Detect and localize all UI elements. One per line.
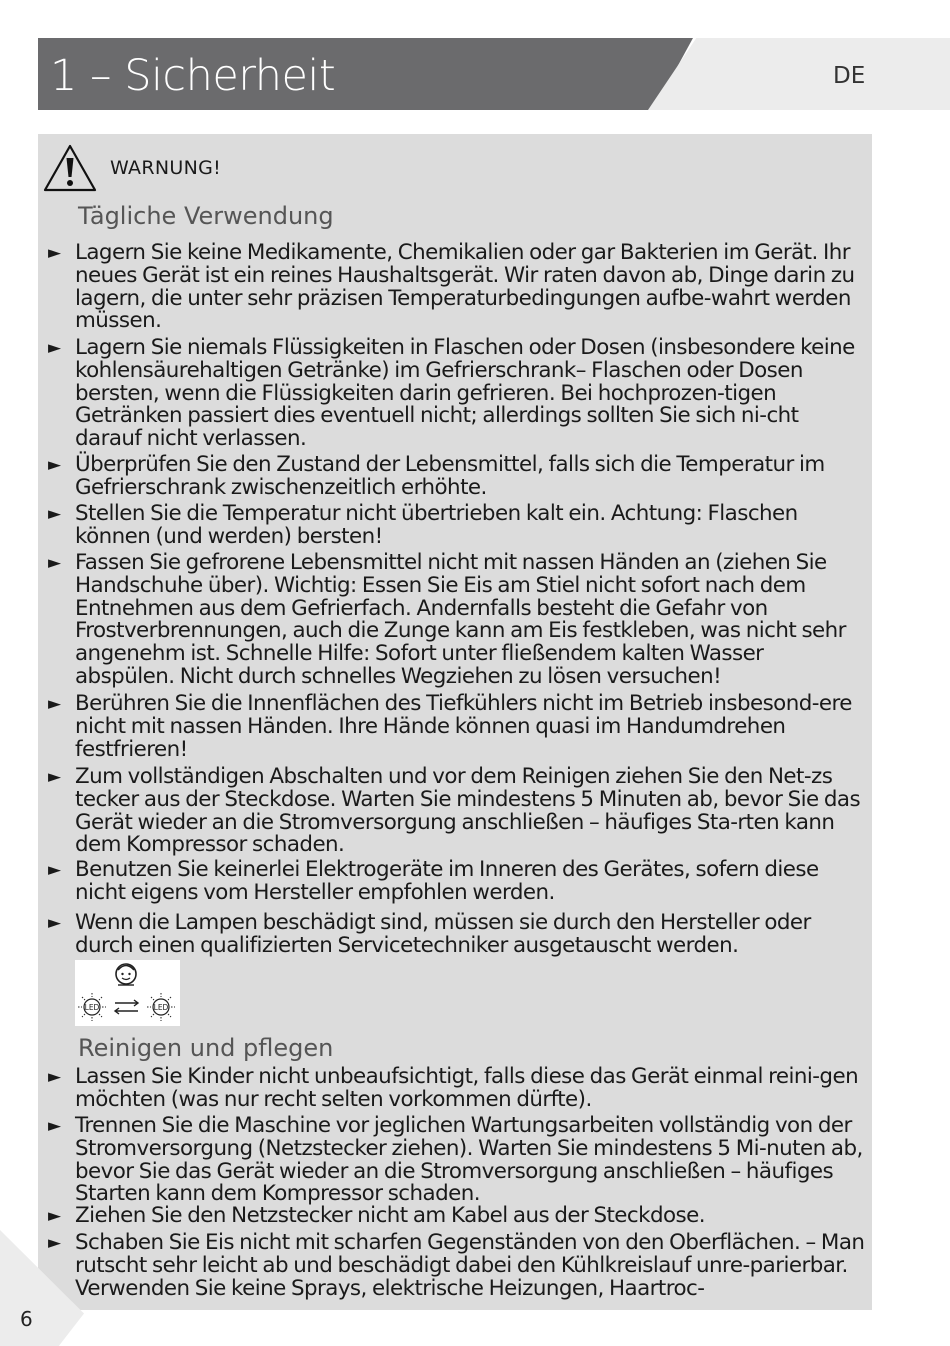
list-item xyxy=(46,859,868,905)
bullet-arrow-icon: ► xyxy=(48,338,62,358)
list-item-text: Benutzen Sie keinerlei Elektrogeräte im Inneren des Gerätes, sofern diese nicht eigens vom Hersteller empfohlen werden. xyxy=(75,857,819,905)
list-item-text: Ziehen Sie den Netzstecker nicht am Kabel aus der Steckdose. xyxy=(75,1203,705,1228)
bullet-arrow-icon: ► xyxy=(48,767,62,787)
list-item-text: Lagern Sie niemals Flüssigkeiten in Flaschen oder Dosen (insbesondere keine kohlensäurehaltigen Getränke) im Gefrierschrank– Flaschen oder Dosen bersten, wenn die Flüssigkeiten darin gefrieren. Bei hochprozen-tigen Getränken passiert dies eventuell nicht; allerdings sollten Sie sich ni-cht darauf nicht verlassen. xyxy=(75,335,855,452)
warning-row xyxy=(42,142,221,194)
bullet-arrow-icon: ► xyxy=(48,1067,62,1087)
language-tab xyxy=(648,38,950,110)
list-item xyxy=(46,242,868,333)
list-item xyxy=(46,552,868,689)
list-item-text: Lagern Sie keine Medikamente, Chemikalien oder gar Bakterien im Gerät. Ihr neues Gerät ist ein reines Haushaltsgerät. Wir raten davon ab, Dinge darin zu lagern, die unter sehr präzisen Temperaturbedingungen aufbe-wahrt werden müssen. xyxy=(75,240,855,334)
list-item xyxy=(46,912,868,958)
bullet-arrow-icon: ► xyxy=(48,1116,62,1136)
bullet-arrow-icon: ► xyxy=(48,1233,62,1253)
list-item xyxy=(46,1115,868,1206)
bullet-arrow-icon: ► xyxy=(48,860,62,880)
list-item xyxy=(46,1232,868,1300)
bullet-arrow-icon: ► xyxy=(48,553,62,573)
list-item-text: Zum vollständigen Abschalten und vor dem Reinigen ziehen Sie den Net-zs tecker aus der Steckdose. Warten Sie mindestens 5 Minuten ab, bevor Sie das Gerät wieder an die Stromversorgung anschließen – häufiges Sta-rten kann dem Kompressor schaden. xyxy=(75,764,861,858)
section-heading-daily-use: Tägliche Verwendung xyxy=(78,202,334,230)
list-item xyxy=(46,766,868,857)
list-item-text: Trennen Sie die Maschine vor jeglichen Wartungsarbeiten vollständig von der Stromversorgung (Netzstecker ziehen). Warten Sie mindestens 5 Mi-nuten ab, bevor Sie das Gerät wieder an die Stromversorgung anschließen – häufiges Starten kann dem Kompressor schaden. xyxy=(75,1113,863,1207)
technician-led-replace-icon xyxy=(75,960,180,1026)
list-item xyxy=(46,337,868,451)
bullet-arrow-icon: ► xyxy=(48,913,62,933)
list-item-text: Schaben Sie Eis nicht mit scharfen Gegenständen von den Oberflächen. – Man rutscht sehr leicht ab und beschädigt dabei den Kühlkreislauf unre-parierbar. Verwenden Sie keine Sprays, elektrische Heizungen, Haartroc- xyxy=(75,1230,865,1301)
warning-triangle-icon xyxy=(42,143,98,193)
bullet-arrow-icon: ► xyxy=(48,1206,62,1226)
led-right-label: LED xyxy=(153,1003,169,1012)
list-item-text: Stellen Sie die Temperatur nicht übertrieben kalt ein. Achtung: Flaschen können (und werden) bersten! xyxy=(75,501,798,549)
list-item-text: Fassen Sie gefrorene Lebensmittel nicht mit nassen Händen an (ziehen Sie Handschuhe über). Wichtig: Essen Sie Eis am Stiel nicht sofort nach dem Entnehmen aus dem Gefrierfach. Andernfalls besteht die Gefahr von Frostverbrennungen, auch die Zunge kann am Eis festkleben, was nicht sehr angenehm ist. Schnelle Hilfe: Sofort unter fließendem kalten Wasser abspülen. Nicht durch schnelles Wegziehen zu lösen versuchen! xyxy=(75,550,846,689)
list-item-text: Wenn die Lampen beschädigt sind, müssen sie durch den Hersteller oder durch einen qualifizierten Servicetechniker ausgetauscht werden. xyxy=(75,910,811,958)
page-number: 6 xyxy=(20,1307,33,1331)
language-label: DE xyxy=(833,63,866,89)
section-heading-cleaning: Reinigen und pflegen xyxy=(78,1034,334,1062)
list-item xyxy=(46,503,868,549)
bullet-arrow-icon: ► xyxy=(48,243,62,263)
list-item-text: Berühren Sie die Innenflächen des Tiefkühlers nicht im Betrieb insbesond-ere nicht mit nassen Händen. Ihre Hände können quasi im Handumdrehen festfrieren! xyxy=(75,691,852,762)
bullet-arrow-icon: ► xyxy=(48,504,62,524)
list-item-text: Überprüfen Sie den Zustand der Lebensmittel, falls sich die Temperatur im Gefrierschrank zwischenzeitlich erhöhte. xyxy=(75,452,825,500)
led-left-label: LED xyxy=(84,1003,100,1012)
list-item-text: Lassen Sie Kinder nicht unbeaufsichtigt, falls diese das Gerät einmal reini-gen möchten (was nur recht selten vorkommen dürfte). xyxy=(75,1064,859,1112)
page-title: 1 – Sicherheit xyxy=(50,51,336,101)
list-item xyxy=(46,1066,868,1112)
list-item xyxy=(46,1205,868,1228)
warning-label: WARNUNG! xyxy=(110,157,222,179)
bullet-arrow-icon: ► xyxy=(48,694,62,714)
led-replacement-graphic xyxy=(75,960,180,1026)
bullet-arrow-icon: ► xyxy=(48,455,62,475)
list-item xyxy=(46,454,868,500)
list-item xyxy=(46,693,868,761)
